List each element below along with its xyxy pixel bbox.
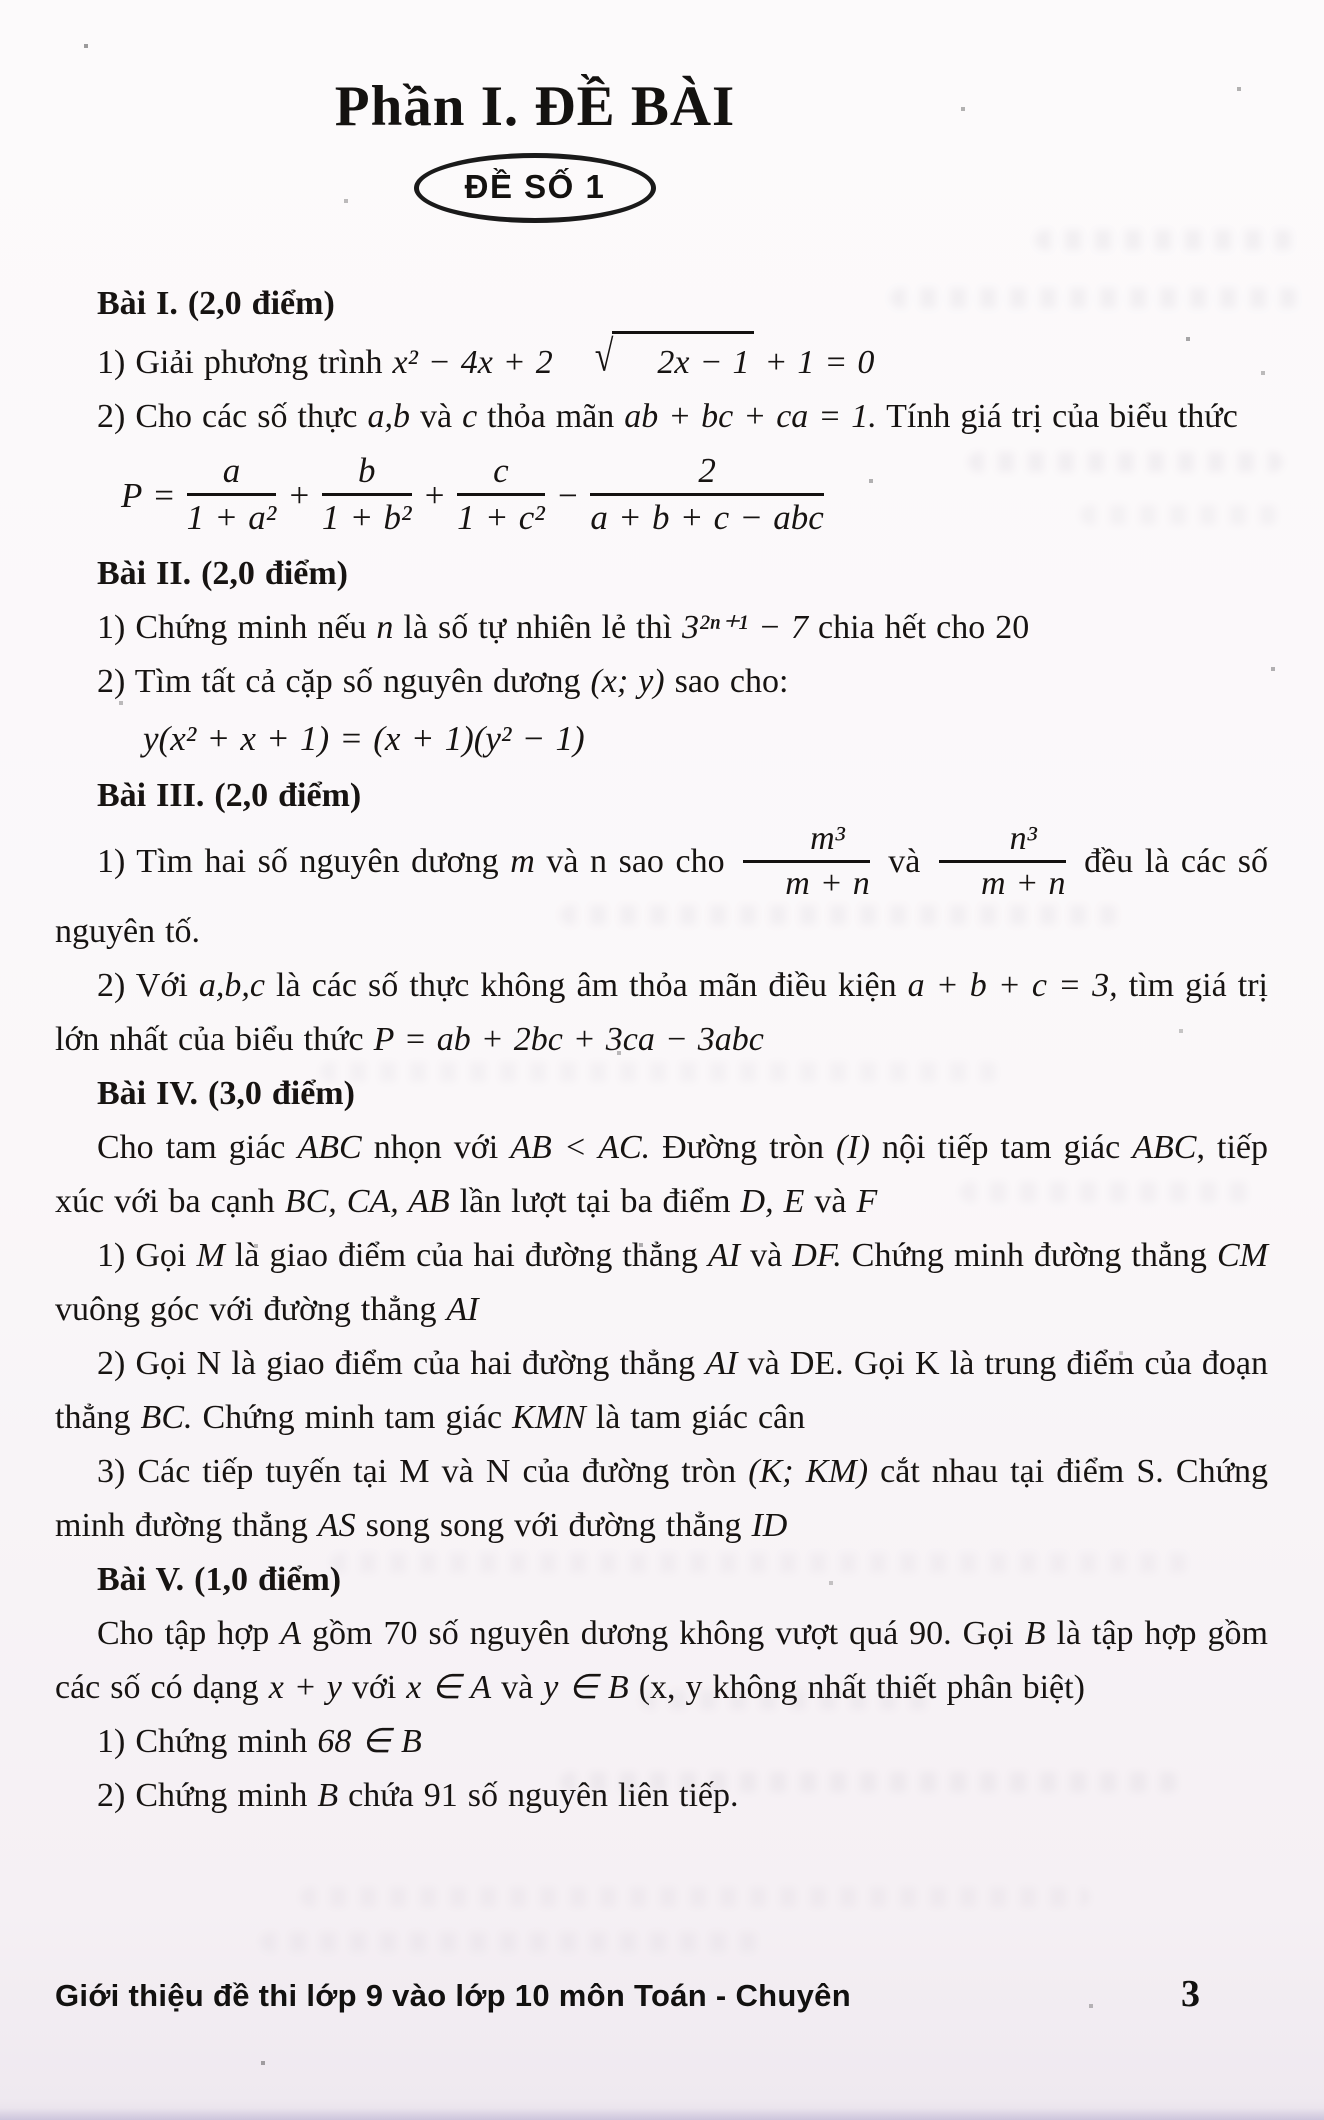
fraction (743, 821, 870, 903)
paragraph-item (55, 819, 1268, 959)
paragraph-item (55, 1769, 1268, 1823)
text-run: (x, y không nhất thiết phân biệt) (628, 1669, 1085, 1707)
exam-number-label: ĐỀ SỐ 1 (464, 168, 606, 205)
text-run: 1) Chứng minh nếu (97, 608, 377, 646)
fraction (457, 452, 545, 537)
paragraph-heading (55, 547, 1268, 601)
text-run: và (876, 842, 932, 880)
math-run: ab + bc + ca = 1. (624, 398, 877, 435)
text-run: với (341, 1669, 407, 1707)
text-run: là các số thực không âm thỏa mãn điều kiện (264, 967, 908, 1005)
text-run: 2) Chứng minh (97, 1777, 318, 1815)
text-run: Cho tập hợp (97, 1615, 281, 1653)
math-run: F (856, 1183, 878, 1221)
text-run: 1) Chứng minh (97, 1723, 318, 1761)
text-run: và (740, 1237, 793, 1275)
bleedthrough-smudge (300, 1887, 1090, 1907)
paragraph-heading (55, 769, 1268, 823)
text-run: nhọn với (361, 1129, 511, 1167)
paragraph-item (55, 1229, 1268, 1337)
fraction (590, 452, 823, 537)
text-run: là giao điểm của hai đường thẳng (224, 1237, 708, 1275)
math-run: P = ab + 2bc + 3ca − 3abc (373, 1021, 764, 1059)
math-run: P = (121, 476, 176, 516)
math-run: AI (707, 1237, 741, 1275)
text-run: chứa 91 số nguyên liên tiếp. (338, 1777, 739, 1815)
math-run: AI (446, 1291, 479, 1329)
math-run: x + y (268, 1669, 342, 1707)
text-run: Cho tam giác (97, 1129, 298, 1167)
radical-sign: √ (594, 332, 614, 381)
fraction (322, 452, 412, 537)
fraction-denominator: 1 + b² (321, 497, 412, 537)
math-run: KMN (512, 1399, 586, 1437)
math-run: y ∈ B (543, 1669, 629, 1707)
math-run: n (376, 608, 394, 646)
square-root (553, 331, 755, 390)
bleedthrough-smudge (1035, 230, 1295, 250)
footer-book-title: Giới thiệu đề thi lớp 9 vào lớp 10 môn Toán - Chuyên (55, 1978, 851, 2013)
fraction (939, 821, 1066, 903)
text-run: và DE. Gọi K là trung điểm của đoạn thẳng (55, 1345, 1268, 1437)
text-run: và n sao cho (534, 842, 737, 880)
paragraph-heading (55, 1553, 1268, 1607)
text-run: , tiếp xúc với ba cạnh (55, 1129, 1269, 1221)
text-run: cắt nhau tại điểm S. Chứng minh đường thẳng (55, 1453, 1269, 1545)
math-run: ABC (1132, 1129, 1197, 1167)
math-run: y(x² + x + 1) = (x + 1)(y² − 1) (143, 718, 585, 758)
math-run: (K; KM) (748, 1453, 869, 1491)
paragraph-item (55, 1445, 1268, 1553)
page-number: 3 (1181, 1973, 1200, 2015)
math-run: m (510, 842, 535, 880)
text-run: Tính giá trị của biểu thức (876, 398, 1238, 435)
text-run: Bài IV. (3,0 điểm) (97, 1075, 355, 1113)
text-run: là số tự nhiên lẻ thì (393, 608, 683, 646)
math-run: AB < AC. (510, 1129, 651, 1167)
text-run: 2) Gọi N là giao điểm của hai đường thẳng (97, 1345, 706, 1383)
text-run: Chứng minh tam giác (192, 1399, 513, 1437)
text-run: Chứng minh đường thẳng (841, 1237, 1217, 1275)
text-run: vuông góc với đường thẳng (55, 1291, 447, 1329)
text-run: nội tiếp tam giác (869, 1129, 1133, 1167)
math-run: ID (751, 1507, 788, 1545)
math-run: a + b + c = 3, (907, 967, 1118, 1005)
scan-edge-shadow (0, 2108, 1324, 2120)
text-run: và (491, 1669, 544, 1707)
scan-speckles (0, 0, 2, 2)
fraction-denominator: a + b + c − abc (590, 497, 824, 537)
page-header (55, 74, 1015, 223)
paragraph-item (55, 959, 1268, 1067)
text-run: tìm giá trị lớn nhất của biểu thức (55, 967, 1269, 1059)
fraction-numerator: a (187, 452, 277, 496)
math-run: (I) (836, 1129, 870, 1167)
page-footer (55, 1972, 1268, 2016)
paragraph-heading (55, 277, 1268, 331)
math-run: a,b,c (198, 967, 265, 1005)
text-run: Đường tròn (650, 1129, 837, 1167)
paragraph-item (55, 601, 1268, 655)
text-run: sao cho: (664, 662, 789, 700)
text-run: là tam giác cân (585, 1399, 806, 1437)
radicand: 2x − 1 (612, 331, 754, 390)
text-run: và (804, 1183, 857, 1221)
exam-body (55, 277, 1268, 1823)
math-run: + 1 = 0 (754, 344, 875, 381)
math-run: AI (705, 1345, 738, 1383)
math-run: x ∈ A (406, 1669, 492, 1707)
text-run: gồm 70 số nguyên dương không vượt quá 90. Gọi (301, 1615, 1025, 1653)
paragraph-heading (55, 1067, 1268, 1121)
paragraph-item (55, 1607, 1268, 1715)
text-run: Bài V. (1,0 điểm) (97, 1561, 342, 1599)
paragraph-display (117, 451, 1268, 539)
text-run: 1) Giải phương trình (97, 344, 393, 381)
text-run: 2) Cho các số thực (97, 398, 368, 435)
text-run: đều là các số nguyên tố. (55, 842, 1268, 951)
paragraph-item (55, 390, 1268, 444)
text-run: Bài III. (2,0 điểm) (97, 776, 362, 814)
math-run: M (196, 1237, 225, 1275)
math-run: ABC (297, 1129, 362, 1167)
math-run: DF. (792, 1237, 842, 1275)
text-run: là tập hợp gồm các số có dạng (55, 1615, 1268, 1707)
text-run: song song với đường thẳng (355, 1507, 752, 1545)
paragraph-item (55, 1337, 1268, 1445)
bleedthrough-smudge (260, 1932, 760, 1952)
math-run: D, E (740, 1183, 805, 1221)
text-run: Bài II. (2,0 điểm) (97, 554, 348, 592)
math-run: A (280, 1615, 301, 1653)
paragraph-display2 (55, 712, 1268, 766)
math-run: BC. (140, 1399, 193, 1437)
text-run: thỏa mãn (477, 398, 625, 435)
fraction-denominator: 1 + c² (457, 497, 545, 537)
fraction-numerator: c (457, 452, 545, 496)
text-run: lần lượt tại ba điểm (449, 1183, 741, 1221)
math-run: c (462, 398, 478, 435)
math-run: B (1024, 1615, 1046, 1653)
math-run: x² − 4x + 2 (392, 344, 553, 381)
fraction-denominator: m + n (981, 865, 1066, 903)
math-run: − (555, 476, 580, 516)
math-run: 3²ⁿ⁺¹ − 7 (682, 608, 809, 646)
text-run: 1) Tìm hai số nguyên dương (97, 842, 511, 880)
math-run: + (422, 476, 447, 516)
fraction-numerator: 2 (590, 452, 823, 496)
fraction-denominator: 1 + a² (186, 497, 277, 537)
page-title: Phần I. ĐỀ BÀI (334, 75, 736, 138)
math-run: BC, CA, AB (284, 1183, 450, 1221)
math-run: a,b (367, 398, 410, 435)
fraction-numerator: n³ (939, 821, 1066, 864)
text-run: chia hết cho 20 (808, 608, 1030, 646)
fraction (187, 452, 277, 537)
text-run: 3) Các tiếp tuyến tại M và N của đường tròn (97, 1453, 749, 1491)
exam-number-badge (414, 153, 657, 223)
math-run: + (287, 476, 311, 516)
math-run: B (317, 1777, 339, 1815)
paragraph-item (55, 655, 1268, 709)
fraction-denominator: m + n (785, 865, 870, 903)
math-run: CM (1217, 1237, 1268, 1275)
text-run: 1) Gọi (97, 1237, 197, 1275)
text-run: Bài I. (2,0 điểm) (97, 285, 335, 322)
math-run: AS (317, 1507, 356, 1545)
paragraph-item (55, 1715, 1268, 1769)
text-run: 2) Với (97, 967, 199, 1005)
fraction-numerator: m³ (743, 821, 870, 864)
paragraph-item (55, 1121, 1268, 1229)
text-run: và (409, 398, 463, 435)
fraction-numerator: b (322, 452, 412, 496)
paragraph-item (55, 331, 1268, 390)
text-run: 2) Tìm tất cả cặp số nguyên dương (97, 662, 591, 700)
math-run: 68 ∈ B (317, 1723, 422, 1761)
math-run: (x; y) (590, 662, 665, 700)
